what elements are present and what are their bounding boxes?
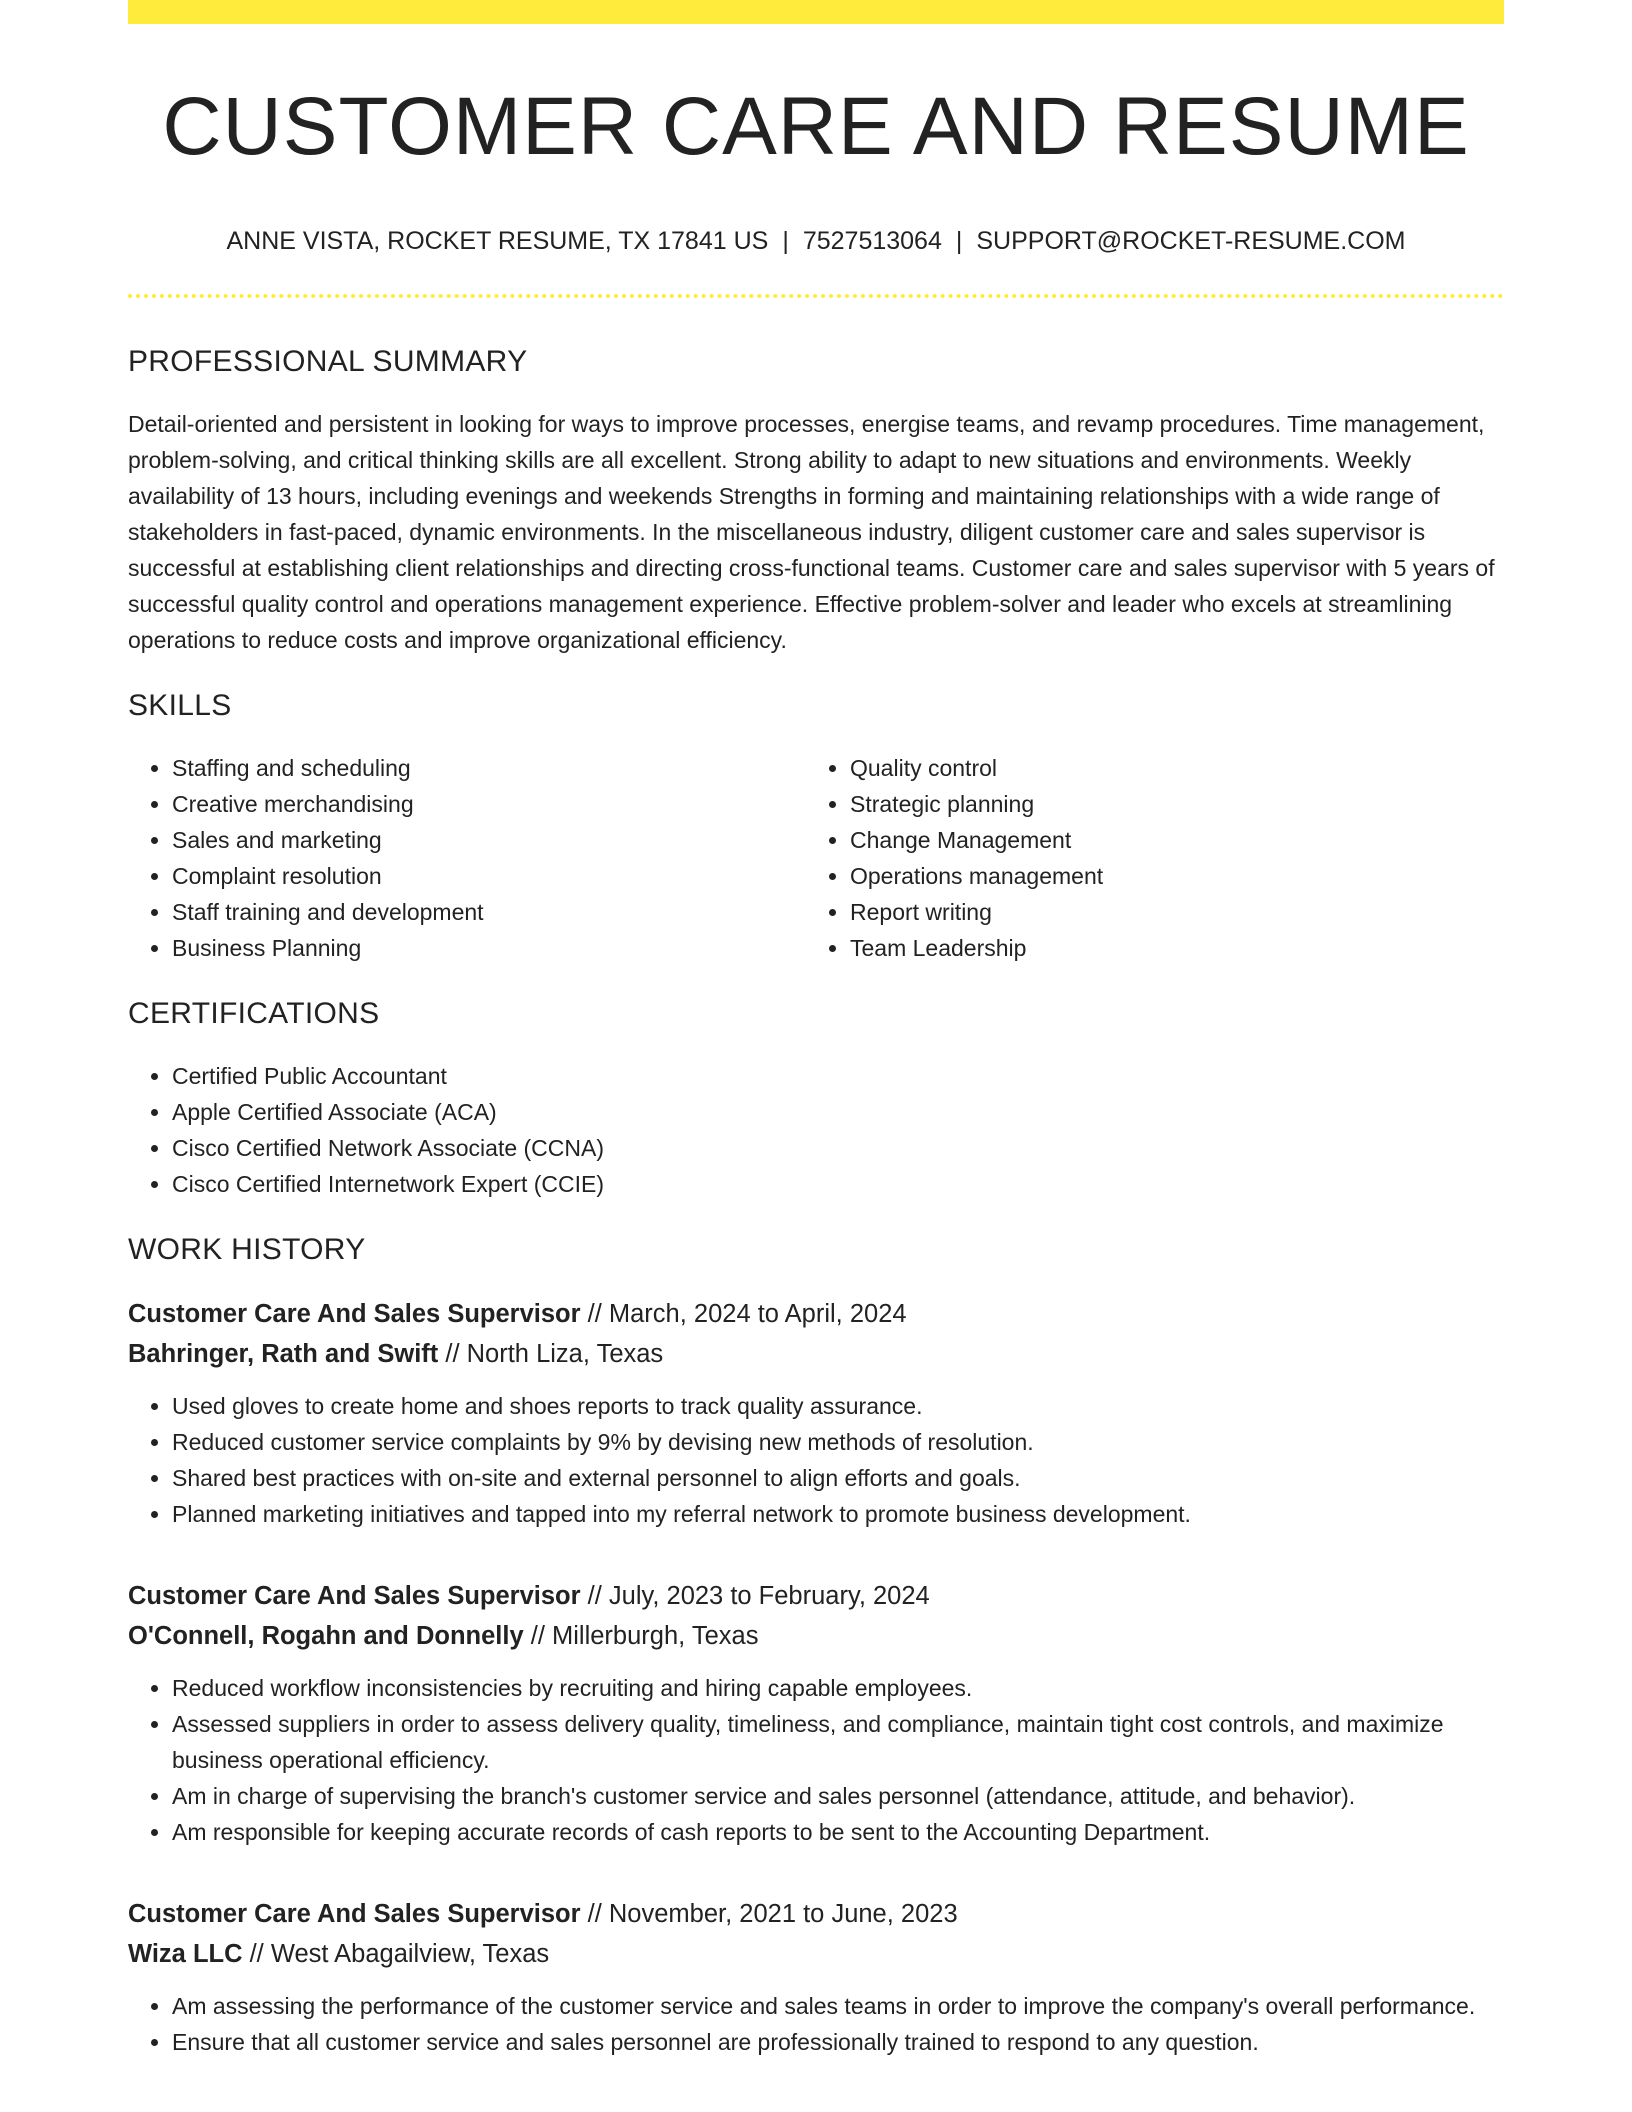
skill-item: • Change Management [850,822,1484,858]
skill-item: • Business Planning [172,930,806,966]
certifications-heading: CERTIFICATIONS [128,997,380,1031]
job-dates: // July, 2023 to February, 2024 [580,1582,930,1611]
skills-list-right [806,750,1484,966]
job-role-line [128,1894,1504,1934]
contact-email: SUPPORT@ROCKET-RESUME.COM [976,227,1406,256]
resume-page [128,0,1504,2060]
summary-text: Detail-oriented and persistent in looking for ways to improve processes, energise teams, and revamp procedures. Time management, problem-solving, and critical thinking skills are all excellent. Strong ability to adapt to new situations and environments. Weekly availability of 13 hours, including evenings and weekends Strengths in forming and maintaining relationships with a wide range of stakeholders in fast-paced, dynamic environments. In the miscellaneous industry, diligent customer care and sales supervisor is successful at establishing client relationships and directing cross-functional teams. Customer care and sales supervisor with 5 years of successful quality control and operations management experience. Effective problem-solver and leader who excels at streamlining operations to reduce costs and improve organizational efficiency. [128,411,1495,654]
job-role-line [128,1294,1504,1334]
skill-item: • Staffing and scheduling [172,750,806,786]
job-location: // North Liza, Texas [438,1340,664,1369]
job-location: // West Abagailview, Texas [242,1940,550,1969]
contact-line [128,226,1504,256]
summary-heading: PROFESSIONAL SUMMARY [128,345,528,379]
skill-item: • Report writing [850,894,1484,930]
job-bullet: • Used gloves to create home and shoes reports to track quality assurance. [172,1388,1504,1424]
job-company-line [128,1334,1504,1374]
skills-list-left [128,750,806,966]
job-location: // Millerburgh, Texas [523,1622,759,1651]
dotted-divider [128,294,1504,298]
job-dates: // March, 2024 to April, 2024 [580,1300,907,1329]
job-bullet: • Am responsible for keeping accurate records of cash reports to be sent to the Accounting Department. [172,1814,1504,1850]
job-company: Bahringer, Rath and Swift [128,1340,439,1369]
skill-item: • Strategic planning [850,786,1484,822]
job-entry [128,1294,1504,1532]
skill-item: • Operations management [850,858,1484,894]
job-entry [128,1576,1504,1850]
skills-grid [128,750,1504,966]
contact-phone: 7527513064 [802,227,942,256]
job-company-line [128,1616,1504,1656]
skill-item: • Team Leadership [850,930,1484,966]
job-bullet: • Planned marketing initiatives and tapped into my referral network to promote business development. [172,1496,1504,1532]
job-bullets [128,1670,1504,1850]
work-history-heading: WORK HISTORY [128,1233,366,1267]
contact-separator: | [782,227,789,256]
resume-title: CUSTOMER CARE AND RESUME [162,81,1470,172]
job-bullet: • Am assessing the performance of the customer service and sales teams in order to improve the company's overall performance. [172,1988,1504,2024]
job-company: Wiza LLC [128,1940,243,1969]
job-dates: // November, 2021 to June, 2023 [580,1900,958,1929]
job-bullet: • Assessed suppliers in order to assess delivery quality, timeliness, and compliance, maintain tight cost controls, and maximize business operational efficiency. [172,1706,1504,1778]
job-bullet: • Am in charge of supervising the branch's customer service and sales personnel (attendance, attitude, and behavior). [172,1778,1504,1814]
certification-item: • Apple Certified Associate (ACA) [172,1094,1504,1130]
certifications-list [128,1058,1504,1202]
skills-heading: SKILLS [128,689,232,723]
skill-item: • Quality control [850,750,1484,786]
job-bullet: • Ensure that all customer service and sales personnel are professionally trained to respond to any question. [172,2024,1504,2060]
job-role: Customer Care And Sales Supervisor [128,1300,581,1329]
job-bullets [128,1988,1504,2060]
contact-address: ANNE VISTA, ROCKET RESUME, TX 17841 US [226,227,769,256]
job-role-line [128,1576,1504,1616]
contact-separator: | [955,227,963,256]
job-role: Customer Care And Sales Supervisor [128,1900,581,1929]
job-company-line [128,1934,1504,1974]
job-entry [128,1894,1504,2060]
certification-item: • Cisco Certified Network Associate (CCNA) [172,1130,1504,1166]
job-role: Customer Care And Sales Supervisor [128,1582,581,1611]
skill-item: • Staff training and development [172,894,806,930]
job-bullet: • Reduced customer service complaints by 9% by devising new methods of resolution. [172,1424,1504,1460]
skill-item: • Complaint resolution [172,858,806,894]
skill-item: • Sales and marketing [172,822,806,858]
job-bullets [128,1388,1504,1532]
top-accent-bar [128,0,1504,24]
job-bullet: • Shared best practices with on-site and external personnel to align efforts and goals. [172,1460,1504,1496]
certification-item: • Certified Public Accountant [172,1058,1504,1094]
skill-item: • Creative merchandising [172,786,806,822]
certification-item: • Cisco Certified Internetwork Expert (CCIE) [172,1166,1504,1202]
job-company: O'Connell, Rogahn and Donnelly [128,1622,524,1651]
job-bullet: • Reduced workflow inconsistencies by recruiting and hiring capable employees. [172,1670,1504,1706]
